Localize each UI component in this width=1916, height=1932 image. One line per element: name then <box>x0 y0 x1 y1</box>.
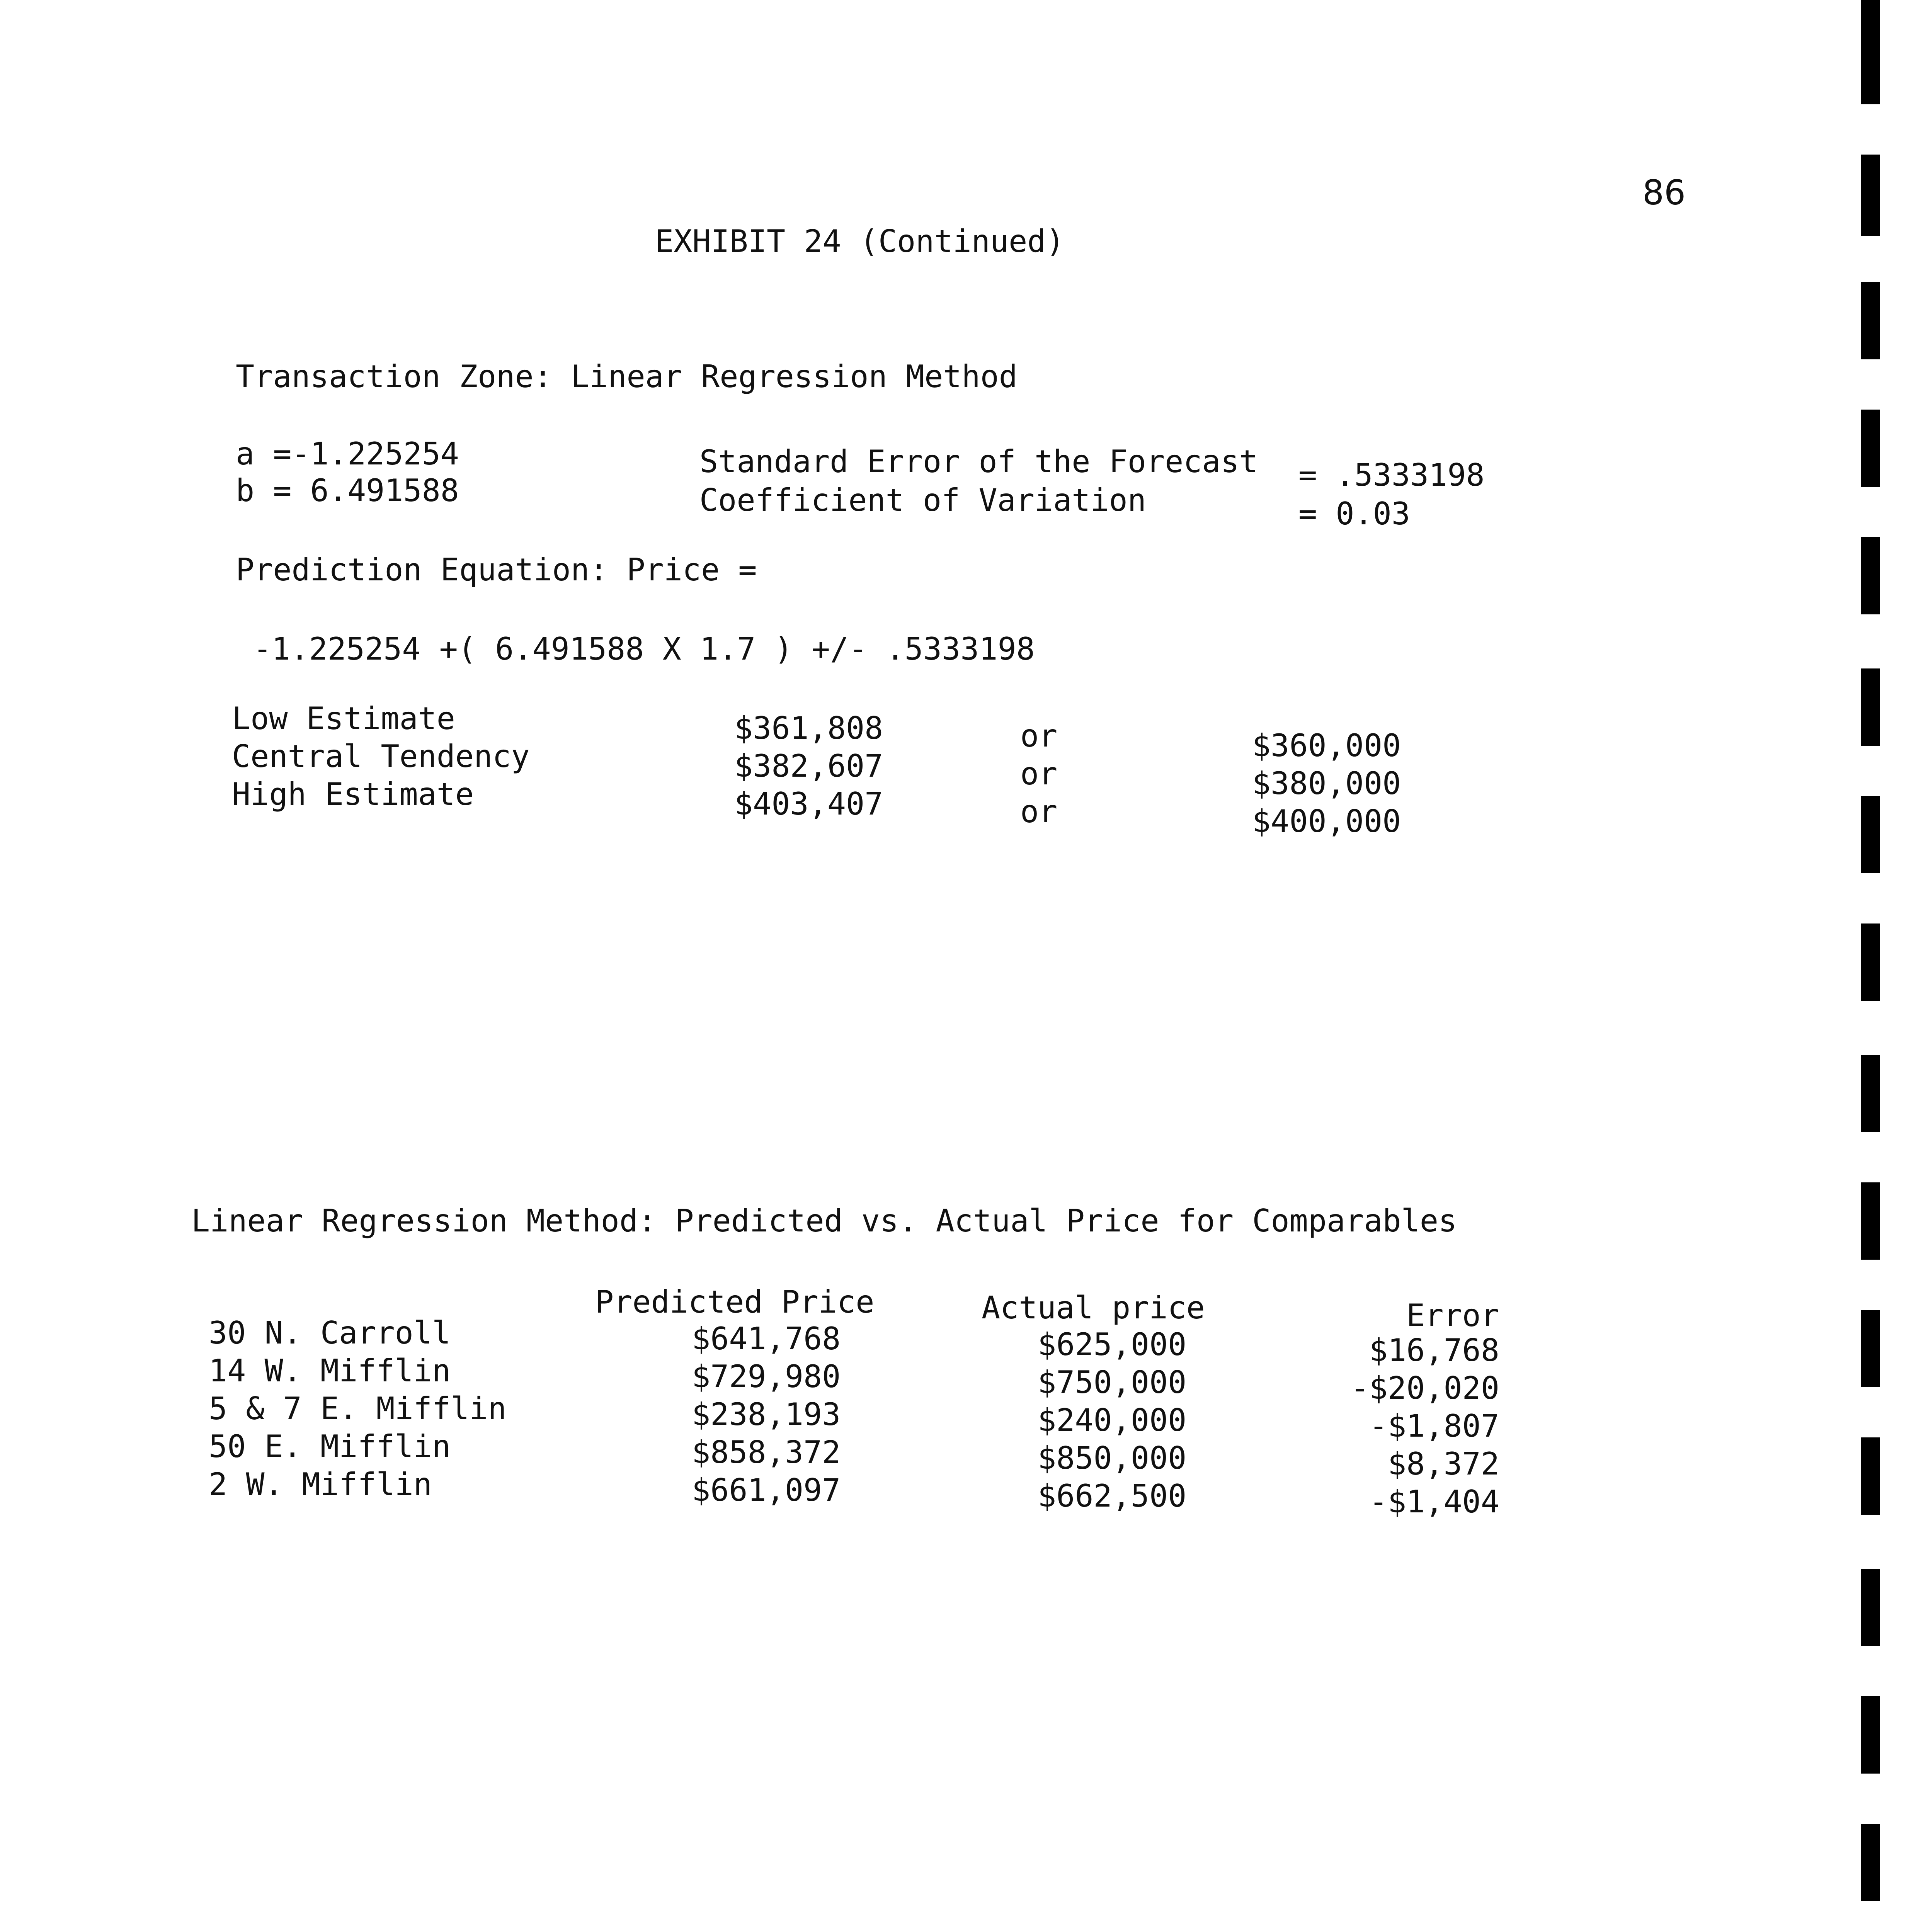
row-address: 5 & 7 E. Mifflin <box>209 1391 507 1427</box>
row-error: $8,372 <box>1388 1446 1499 1482</box>
section1-heading: Transaction Zone: Linear Regression Method <box>236 359 1018 395</box>
binding-mark <box>1861 668 1880 746</box>
row-error: -$1,807 <box>1369 1408 1499 1444</box>
prediction-label: Prediction Equation: Price = <box>236 552 757 588</box>
row-predicted: $641,768 <box>692 1321 841 1357</box>
estimate-rounded: $380,000 <box>1252 765 1401 801</box>
section2-heading: Linear Regression Method: Predicted vs. Actual Price for Comparables <box>191 1203 1457 1239</box>
binding-mark <box>1861 1569 1880 1646</box>
binding-mark <box>1861 796 1880 873</box>
estimate-or: or <box>1020 756 1058 792</box>
prediction-equation: -1.225254 +( 6.491588 X 1.7 ) +/- .5333198 <box>253 631 1035 667</box>
row-predicted: $858,372 <box>692 1434 841 1470</box>
estimate-or: or <box>1020 794 1058 830</box>
binding-mark <box>1861 1696 1880 1774</box>
estimate-value: $403,407 <box>734 786 883 822</box>
estimate-value: $382,607 <box>734 748 883 784</box>
row-actual: $240,000 <box>1038 1402 1187 1438</box>
estimate-rounded: $400,000 <box>1252 803 1401 839</box>
estimate-value: $361,808 <box>734 710 883 746</box>
row-error: -$20,020 <box>1350 1370 1499 1406</box>
binding-mark <box>1861 923 1880 1001</box>
column-header-predicted: Predicted Price <box>595 1284 875 1320</box>
coefficient-a: a =-1.225254 <box>236 436 459 472</box>
row-address: 14 W. Mifflin <box>209 1353 451 1389</box>
binding-mark <box>1861 1310 1880 1387</box>
binding-mark <box>1861 1055 1880 1132</box>
estimate-label: Low Estimate <box>232 701 455 736</box>
binding-mark <box>1861 1182 1880 1260</box>
estimate-or: or <box>1020 718 1058 754</box>
std-error-value: = .5333198 <box>1298 457 1485 493</box>
row-address: 30 N. Carroll <box>209 1315 451 1351</box>
row-address: 50 E. Mifflin <box>209 1429 451 1464</box>
page-number: 86 <box>1642 173 1686 213</box>
binding-mark <box>1861 282 1880 359</box>
binding-mark <box>1861 410 1880 487</box>
row-address: 2 W. Mifflin <box>209 1466 432 1502</box>
estimate-label: High Estimate <box>232 776 474 812</box>
row-predicted: $661,097 <box>692 1472 841 1508</box>
exhibit-title: EXHIBIT 24 (Continued) <box>655 223 1065 259</box>
coefficient-b: b = 6.491588 <box>236 473 459 509</box>
binding-mark <box>1861 0 1880 104</box>
column-header-error: Error <box>1406 1298 1499 1333</box>
estimate-label: Central Tendency <box>232 738 530 774</box>
std-error-label: Standard Error of the Forecast <box>699 444 1258 480</box>
estimate-rounded: $360,000 <box>1252 728 1401 764</box>
row-error: $16,768 <box>1369 1332 1499 1368</box>
row-predicted: $729,980 <box>692 1359 841 1395</box>
column-header-actual: Actual price <box>982 1290 1205 1326</box>
cov-value: = 0.03 <box>1298 496 1410 532</box>
binding-mark <box>1861 155 1880 236</box>
row-actual: $750,000 <box>1038 1364 1187 1400</box>
row-predicted: $238,193 <box>692 1396 841 1432</box>
row-error: -$1,404 <box>1369 1484 1499 1520</box>
row-actual: $850,000 <box>1038 1440 1187 1476</box>
row-actual: $662,500 <box>1038 1478 1187 1514</box>
cov-label: Coefficient of Variation <box>699 482 1146 518</box>
binding-mark <box>1861 1437 1880 1515</box>
row-actual: $625,000 <box>1038 1327 1187 1362</box>
binding-mark <box>1861 1824 1880 1901</box>
binding-mark <box>1861 537 1880 614</box>
